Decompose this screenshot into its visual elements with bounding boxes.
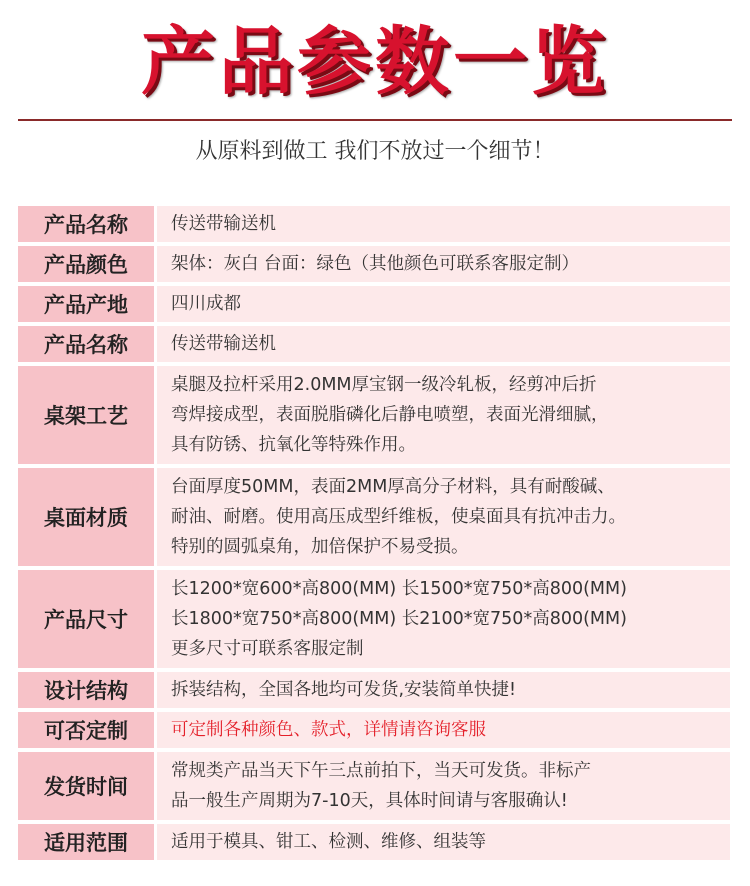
spec-row-structure [18,672,730,708]
spec-row-top-material [18,468,730,566]
spec-label: 产品名称 [18,326,154,362]
spec-value-line: 特别的圆弧桌角，加倍保护不易受损。 [171,537,469,557]
spec-value-line: 台面厚度50MM，表面2MM厚高分子材料，具有耐酸碱、 [171,477,615,497]
spec-label: 桌面材质 [18,468,154,566]
spec-value [157,672,730,708]
spec-value [157,206,730,242]
spec-row-product-name-2 [18,326,730,362]
spec-value-line: 架体：灰白 台面：绿色（其他颜色可联系客服定制） [171,254,580,274]
spec-value [157,752,730,820]
spec-value-line: 适用于模具、钳工、检测、维修、组装等 [171,832,486,852]
spec-row-customizable [18,712,730,748]
spec-value [157,824,730,860]
spec-table [18,206,730,864]
spec-value-line: 传送带输送机 [171,334,276,354]
spec-label: 适用范围 [18,824,154,860]
spec-value [157,712,730,748]
spec-label: 产品产地 [18,286,154,322]
spec-label: 发货时间 [18,752,154,820]
spec-label: 产品尺寸 [18,570,154,668]
spec-value-line: 长1800*宽750*高800(MM) 长2100*宽750*高800(MM) [171,609,627,629]
spec-value-line: 耐油、耐磨。使用高压成型纤维板，使桌面具有抗冲击力。 [171,507,626,527]
spec-label: 产品颜色 [18,246,154,282]
spec-value-line: 弯焊接成型，表面脱脂磷化后静电喷塑，表面光滑细腻， [171,405,609,425]
spec-value-line: 四川成都 [171,294,241,314]
spec-label: 桌架工艺 [18,366,154,464]
spec-label: 可否定制 [18,712,154,748]
spec-row-product-name [18,206,730,242]
spec-value-line: 长1200*宽600*高800(MM) 长1500*宽750*高800(MM) [171,579,627,599]
spec-row-applications [18,824,730,860]
spec-value [157,286,730,322]
spec-value [157,366,730,464]
spec-value-line: 传送带输送机 [171,214,276,234]
spec-label: 设计结构 [18,672,154,708]
spec-value-line: 品一般生产周期为7-10天，具体时间请与客服确认! [171,791,568,811]
spec-row-origin [18,286,730,322]
spec-value-line: 拆装结构，全国各地均可发货,安装简单快捷! [171,680,517,700]
spec-label: 产品名称 [18,206,154,242]
spec-value-line: 常规类产品当天下午三点前拍下，当天可发货。非标产 [171,761,591,781]
spec-row-size [18,570,730,668]
spec-value [157,468,730,566]
page-title: 产品参数一览 [141,19,609,105]
page-subtitle: 从原料到做工 我们不放过一个细节！ [195,139,555,164]
spec-value-line: 具有防锈、抗氧化等特殊作用。 [171,435,416,455]
spec-value [157,246,730,282]
title-divider [18,119,732,121]
spec-row-shipping [18,752,730,820]
spec-value-line: 更多尺寸可联系客服定制 [171,639,364,659]
spec-row-color [18,246,730,282]
spec-value [157,570,730,668]
spec-value [157,326,730,362]
spec-value-line: 可定制各种颜色、款式，详情请咨询客服 [171,720,486,740]
spec-row-frame-process [18,366,730,464]
spec-value-line: 桌腿及拉杆采用2.0MM厚宝钢一级冷轧板，经剪冲后折 [171,375,597,395]
